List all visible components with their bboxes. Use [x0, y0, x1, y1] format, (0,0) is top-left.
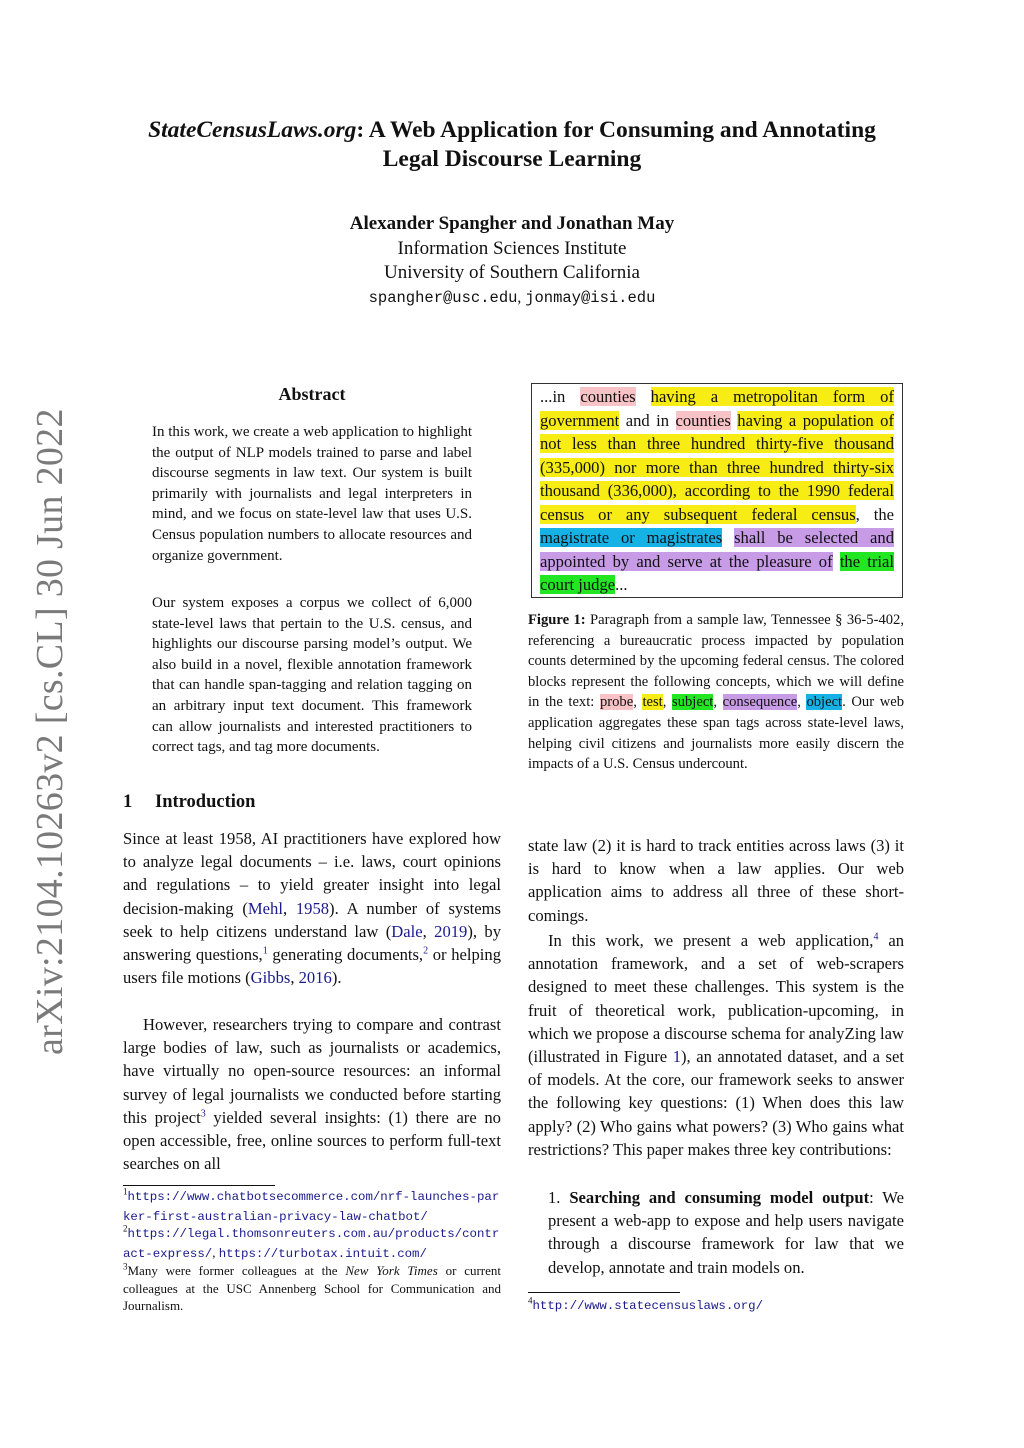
section-heading-introduction	[123, 792, 255, 813]
legend-subject: subject	[672, 694, 714, 711]
arxiv-identifier: arXiv:2104.10263v2 [cs.CL] 30 Jun 2022	[29, 408, 71, 1055]
intro-paragraph-2	[123, 1013, 501, 1175]
text-run: ,	[797, 694, 807, 711]
affiliation-institute: Information Sciences Institute	[397, 238, 627, 259]
paper-title	[100, 116, 924, 174]
figure-1-law-excerpt	[540, 385, 894, 597]
text-run: ), an annotated dataset, and a set of models. At the core, our framework seeks to answer the following key questions: (1) When does this law apply? (2) Who gains what powers? (3) Who gains what restrictions? This paper makes three key contributions:	[528, 1047, 904, 1159]
text-run: ,	[662, 694, 673, 711]
citation-mehl[interactable]: Mehl	[247, 898, 283, 918]
right-paragraph-1: state law (2) it is hard to track entities across laws (3) it is hard to know when a law applies. Our web application aims to address all three of these short-comings.	[528, 836, 904, 925]
figure-1-caption	[528, 610, 904, 775]
footnote-ref-1[interactable]: 1	[262, 945, 268, 957]
figure-reference[interactable]: 1	[672, 1047, 681, 1067]
text-run: Many were former colleagues at the	[127, 1263, 346, 1278]
text-run: Since at least 1958, AI practitioners have explored how to analyze legal documents – i.e. laws, court opinions and regulations – to yield greater insight into legal decision-making (	[123, 829, 501, 918]
authors: Alexander Spangher and Jonathan May	[349, 213, 675, 234]
text-run: :	[869, 1188, 874, 1207]
footnote-number: 4	[528, 1295, 533, 1306]
text-run: yielded several insights: (1) there are no open accessible, free, online sources to perform full-text searches on all	[123, 1107, 501, 1174]
email-separator: ,	[517, 289, 526, 306]
footnote-divider	[123, 1185, 275, 1186]
text-run: , the	[855, 504, 894, 524]
text-run: . Our web application aggregates these span tags across state-level laws, helping civil citizens and journalists more easily discern the impacts of a U.S. Census undercount.	[528, 694, 905, 773]
legend-test: test	[642, 694, 663, 711]
caption-label: Figure 1:	[528, 612, 586, 628]
abstract-paragraph-2: Our system exposes a corpus we collect of 6,000 state-level laws that pertain to the U.S. census, and highlights our discourse parsing model’s output. We also build in a novel, flexible annotation framework that can handle span-tagging and relation tagging on an arbitrary input text document. This framework can allow journalists and interested practitioners to correct tags, and tag more documents.	[152, 595, 472, 756]
text-run: ). A number of systems seek to help citizens understand law (	[123, 898, 502, 941]
title-site-name: StateCensusLaws.org	[148, 117, 357, 143]
text-run: ...in	[540, 387, 581, 406]
title-line-2: Legal Discourse Learning	[382, 146, 642, 172]
footnote-2-url-turbotax[interactable]: https://turbotax.intuit.com/	[218, 1246, 427, 1261]
text-run: Paragraph from a sample law, Tennessee § 36-5-402, referencing a bureaucratic process impacted by population counts determined by the upcoming federal census. The colored blocks represent the following concepts, which we will define in the text:	[528, 612, 904, 711]
section-number: 1	[123, 792, 133, 812]
text-run: generating documents,	[267, 945, 424, 965]
legend-consequence: consequence	[722, 694, 798, 711]
abstract-heading: Abstract	[278, 384, 346, 404]
text-run: or helping users file motions (	[123, 945, 501, 988]
text-run: and in	[619, 410, 676, 430]
intro-paragraph-1: Since at least 1958, AI practitioners have explored how to analyze legal documents – i.e. laws, court opinions and regulations – to yield greater insight into legal decision-making (Mehl, 1958). A number of systems seek to help citizens understand law (Dale, 2019), by answering questions,$^1$ generating documents,$^2$ or helping users file motions (Gibbs, 2016).	[123, 829, 502, 988]
list-number: 1.	[548, 1188, 570, 1207]
section-title: Introduction	[155, 792, 256, 812]
text-run: In this work, we present a web application,	[548, 931, 874, 950]
citation-mehl-year[interactable]: 1958	[295, 898, 330, 918]
span-consequence[interactable]: shall be selected and appointed by and serve at the pleasure of	[540, 528, 894, 571]
abstract-paragraph-1: In this work, we create a web application to highlight the output of NLP models trained to parse and label discourse segments in law text. Our system is built primarily with journalists and legal interpreters in mind, and we focus on state-level law that uses U.S. Census population numbers to allocate resources and organize government.	[152, 424, 472, 564]
footnote-4	[528, 1296, 906, 1316]
author-emails	[100, 289, 924, 307]
email-spangher[interactable]: spangher@usc.edu	[368, 289, 518, 307]
footnote-3	[123, 1262, 501, 1315]
span-probe[interactable]: counties	[675, 410, 731, 430]
footnote-ref-2[interactable]: 2	[423, 945, 429, 957]
text-run: or current colleagues at the USC Annenberg School for Communication and Journalism.	[123, 1263, 502, 1313]
text-run: However, researchers trying to compare and contrast large bodies of law, such as journalists or academics, have virtually no open-source resources: an informal survey of legal journalists we conducted before starting this project	[123, 1015, 501, 1127]
citation-dale-year[interactable]: 2019	[434, 921, 468, 941]
span-test[interactable]: having a population of not less than three hundred thirty-five thousand (335,000) nor more than three hundred thirty-six thousand (336,000), according to the 1990 federal census or any subsequent federal census	[540, 410, 895, 524]
footnote-1	[123, 1187, 501, 1226]
email-may[interactable]: jonmay@isi.edu	[525, 289, 656, 307]
text-run: ).	[331, 968, 342, 988]
citation-gibbs[interactable]: Gibbs	[250, 968, 291, 988]
text-run: ), by answering questions,	[123, 921, 502, 965]
footnote-number: 3	[123, 1261, 128, 1272]
affiliation-university: University of Southern California	[384, 262, 640, 283]
contribution-item-1	[548, 1186, 904, 1279]
span-object[interactable]: magistrate or magistrates	[540, 528, 723, 547]
footnote-2	[123, 1224, 501, 1263]
footnote-4-url[interactable]: http://www.statecensuslaws.org/	[532, 1299, 764, 1313]
footnote-2-url-thomsonreuters[interactable]: https://legal.thomsonreuters.com.au/products/contract-express/	[123, 1227, 500, 1261]
footnote-number: 2	[123, 1223, 128, 1234]
text-run: ,	[713, 694, 723, 711]
title-rest: : A Web Application for Consuming and Annotating	[356, 117, 876, 143]
footnote-ref-3[interactable]: 3	[200, 1108, 206, 1120]
footnote-1-url[interactable]: https://www.chatbotsecommerce.com/nrf-launches-parker-first-australian-privacy-law-chatbot/	[123, 1190, 500, 1224]
contribution-lead: Searching and consuming model output	[569, 1188, 870, 1207]
text-run: an annotation framework, and a set of web-scrapers designed to meet these challenges. This system is the fruit of theoretical work, publication-upcoming, in which we propose a discourse schema for analyZing law (illustrated in Figure	[528, 931, 905, 1067]
legend-probe: probe	[599, 694, 634, 711]
footnote-separator: ,	[212, 1244, 219, 1260]
footnote-divider	[528, 1292, 680, 1293]
text-run: We present a web-app to expose and help users navigate through a discourse framework for law that we develop, annotate and train models on.	[548, 1188, 904, 1277]
legend-object: object	[806, 694, 843, 711]
span-test[interactable]: having a metropolitan form of government	[540, 387, 894, 430]
citation-dale[interactable]: Dale	[391, 921, 423, 941]
publication-name: New York Times	[345, 1263, 438, 1278]
text-run: ...	[615, 575, 628, 594]
right-paragraph-2	[528, 929, 904, 1161]
text-run: ,	[633, 694, 643, 711]
citation-gibbs-year[interactable]: 2016	[298, 968, 332, 988]
footnote-number: 1	[123, 1186, 128, 1197]
span-probe[interactable]: counties	[580, 387, 636, 406]
footnote-ref-4[interactable]: 4	[873, 931, 879, 943]
span-subject[interactable]: the trial court judge	[540, 551, 894, 594]
